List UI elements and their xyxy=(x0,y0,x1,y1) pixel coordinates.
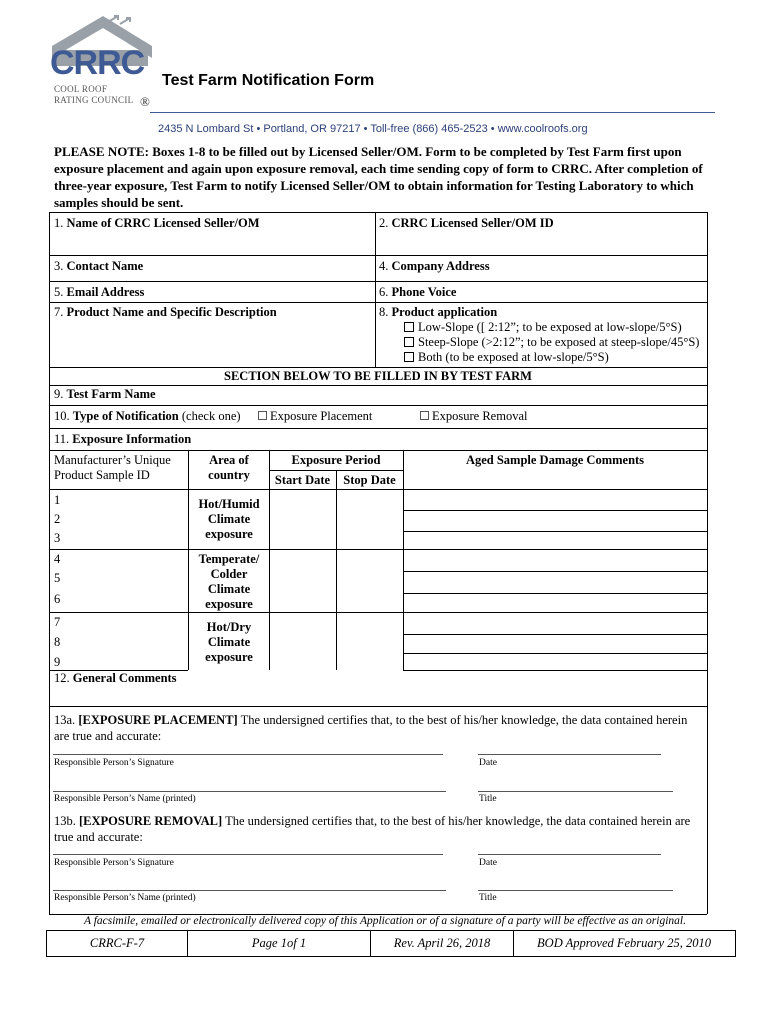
field-number: 8. xyxy=(379,305,389,319)
field-6-phone[interactable] xyxy=(379,285,456,300)
title-label: Title xyxy=(479,794,497,804)
field-label: Type of Notification xyxy=(72,409,179,423)
checkbox-icon[interactable] xyxy=(420,411,429,420)
footer-note: A facsimile, emailed or electronically delivered copy of this Application or of a signature of a party will be effective as an original. xyxy=(84,915,686,927)
field-label: Product application xyxy=(391,305,498,319)
col-header-start-date: Start Date xyxy=(274,473,331,487)
date-label: Date xyxy=(479,858,497,868)
date-line[interactable] xyxy=(478,754,661,755)
field-number: 3. xyxy=(54,259,64,273)
section-13a-placement xyxy=(54,712,702,744)
col-header-sample-id: Manufacturer’s Unique Product Sample ID xyxy=(54,453,171,482)
field-label: Name of CRRC Licensed Seller/OM xyxy=(66,216,260,230)
form-id: CRRC-F-7 xyxy=(89,936,145,950)
section-heading: [EXPOSURE REMOVAL] xyxy=(79,814,223,828)
section-13b-removal xyxy=(54,813,702,845)
date-label: Date xyxy=(479,758,497,768)
field-12-general-comments[interactable] xyxy=(54,671,177,686)
row-number: 3 xyxy=(54,531,61,545)
field-11-exposure-info xyxy=(54,432,191,447)
field-label: Company Address xyxy=(391,259,490,273)
option-exposure-removal[interactable] xyxy=(420,409,527,424)
option-exposure-placement[interactable] xyxy=(258,409,372,424)
row-number: 2 xyxy=(54,512,61,526)
field-number: 5. xyxy=(54,285,64,299)
col-header-exposure-period: Exposure Period xyxy=(291,453,381,467)
col-header-damage-comments: Aged Sample Damage Comments xyxy=(465,453,645,467)
field-number: 2. xyxy=(379,216,389,230)
instructions-note: PLEASE NOTE: Boxes 1-8 to be filled out by Licensed Seller/OM. Form to be completed by Test Farm first upon exposure placement and again upon exposure removal, each time sending copy of form to CRRC. After completion of three-year exposure, Test Farm to notify Licensed Seller/OM to obtain information for Testing Laboratory to which samples should be sent. xyxy=(54,144,703,210)
certification-text: The undersigned certifies that, to the best of his/her knowledge, the data contained herein are true and accurate: xyxy=(54,814,691,844)
table-row[interactable] xyxy=(54,571,60,586)
logo-wordmark: CRRC xyxy=(50,44,145,82)
field-7-product-description[interactable] xyxy=(54,305,277,320)
field-number: 4. xyxy=(379,259,389,273)
section-heading: [EXPOSURE PLACEMENT] xyxy=(78,713,238,727)
option-both[interactable] xyxy=(404,350,609,365)
col-header-stop-date: Stop Date xyxy=(343,473,396,487)
field-label: CRRC Licensed Seller/OM ID xyxy=(391,216,554,230)
footer-table xyxy=(46,930,736,957)
field-label: Product Name and Specific Description xyxy=(66,305,277,319)
climate-group-hot-humid: Hot/Humid Climate exposure xyxy=(198,497,260,541)
name-line[interactable] xyxy=(53,791,446,792)
row-number: 5 xyxy=(54,571,61,585)
field-number: 7. xyxy=(54,305,64,319)
printed-name-label: Responsible Person’s Name (printed) xyxy=(54,794,196,804)
field-9-test-farm-name[interactable] xyxy=(54,387,156,402)
table-row[interactable] xyxy=(54,615,60,630)
row-number: 8 xyxy=(54,635,61,649)
contact-address-line: 2435 N Lombard St • Portland, OR 97217 • Toll-free (866) 465-2523 • www.coolroofs.org xyxy=(158,123,588,135)
field-label: General Comments xyxy=(72,671,177,685)
field-2-seller-id[interactable] xyxy=(379,216,554,231)
row-number: 9 xyxy=(54,655,61,669)
name-line[interactable] xyxy=(53,890,446,891)
signature-line[interactable] xyxy=(53,854,443,855)
crrc-logo xyxy=(48,8,158,112)
field-label: Email Address xyxy=(66,285,145,299)
option-label: Steep-Slope (>2:12”; to be exposed at steep-slope/45°S) xyxy=(418,335,700,349)
signature-line[interactable] xyxy=(53,754,443,755)
page-title: Test Farm Notification Form xyxy=(162,72,375,89)
section-number: 13b. xyxy=(54,814,76,828)
field-number: 1. xyxy=(54,216,64,230)
section-heading-test-farm: SECTION BELOW TO BE FILLED IN BY TEST FARM xyxy=(224,369,532,383)
signature-label: Responsible Person’s Signature xyxy=(54,758,174,768)
field-number: 6. xyxy=(379,285,389,299)
checkbox-icon[interactable] xyxy=(258,411,267,420)
field-5-email[interactable] xyxy=(54,285,144,300)
field-3-contact-name[interactable] xyxy=(54,259,143,274)
table-row[interactable] xyxy=(54,552,60,567)
option-label: Exposure Removal xyxy=(432,409,528,423)
field-10-notification-type xyxy=(54,409,241,424)
option-label: Both (to be exposed at low-slope/5°S) xyxy=(418,350,609,364)
registered-mark: ® xyxy=(140,94,150,109)
field-4-company-address[interactable] xyxy=(379,259,490,274)
col-header-area: Area of country xyxy=(208,453,250,482)
option-steep-slope[interactable] xyxy=(404,335,699,350)
row-number: 1 xyxy=(54,493,61,507)
option-label: Low-Slope ([ 2:12”; to be exposed at low-slope/5°S) xyxy=(418,320,682,334)
date-line[interactable] xyxy=(478,854,661,855)
option-label: Exposure Placement xyxy=(270,409,373,423)
field-label: Phone Voice xyxy=(391,285,457,299)
field-label: Exposure Information xyxy=(72,432,192,446)
header-rule xyxy=(150,112,715,113)
field-label: Test Farm Name xyxy=(66,387,156,401)
table-row[interactable] xyxy=(54,635,60,650)
signature-label: Responsible Person’s Signature xyxy=(54,858,174,868)
field-number: 10. xyxy=(54,409,70,423)
row-number: 6 xyxy=(54,592,61,606)
revision-date: Rev. April 26, 2018 xyxy=(393,936,491,950)
climate-group-hot-dry: Hot/Dry Climate exposure xyxy=(205,620,253,664)
printed-name-label: Responsible Person’s Name (printed) xyxy=(54,893,196,903)
certification-text: The undersigned certifies that, to the best of his/her knowledge, the data contained herein are true and accurate: xyxy=(54,713,688,743)
table-row[interactable] xyxy=(54,512,60,527)
climate-group-temperate: Temperate/ Colder Climate exposure xyxy=(198,552,260,611)
field-number: 9. xyxy=(54,387,64,401)
option-low-slope[interactable] xyxy=(404,320,682,335)
table-row[interactable] xyxy=(54,592,60,607)
logo-subtitle-1: COOL ROOF xyxy=(54,84,108,94)
field-1-seller-name[interactable] xyxy=(54,216,260,231)
field-number: 11. xyxy=(54,432,70,446)
section-number: 13a. xyxy=(54,713,76,727)
table-row[interactable] xyxy=(54,531,60,546)
table-row[interactable] xyxy=(54,655,60,670)
title-line[interactable] xyxy=(478,791,673,792)
field-number: 12. xyxy=(54,671,70,685)
field-hint: (check one) xyxy=(181,409,241,423)
checkbox-icon[interactable] xyxy=(404,322,414,332)
table-row[interactable] xyxy=(54,493,60,508)
title-line[interactable] xyxy=(478,890,673,891)
bod-approval: BOD Approved February 25, 2010 xyxy=(537,936,711,950)
title-label: Title xyxy=(479,893,497,903)
page-number: Page 1of 1 xyxy=(251,936,307,950)
field-label: Contact Name xyxy=(66,259,144,273)
row-number: 4 xyxy=(54,552,61,566)
row-number: 7 xyxy=(54,615,61,629)
logo-subtitle-2: RATING COUNCIL xyxy=(54,95,134,105)
field-8-product-application xyxy=(379,305,497,320)
checkbox-icon[interactable] xyxy=(404,352,414,362)
checkbox-icon[interactable] xyxy=(404,337,414,347)
